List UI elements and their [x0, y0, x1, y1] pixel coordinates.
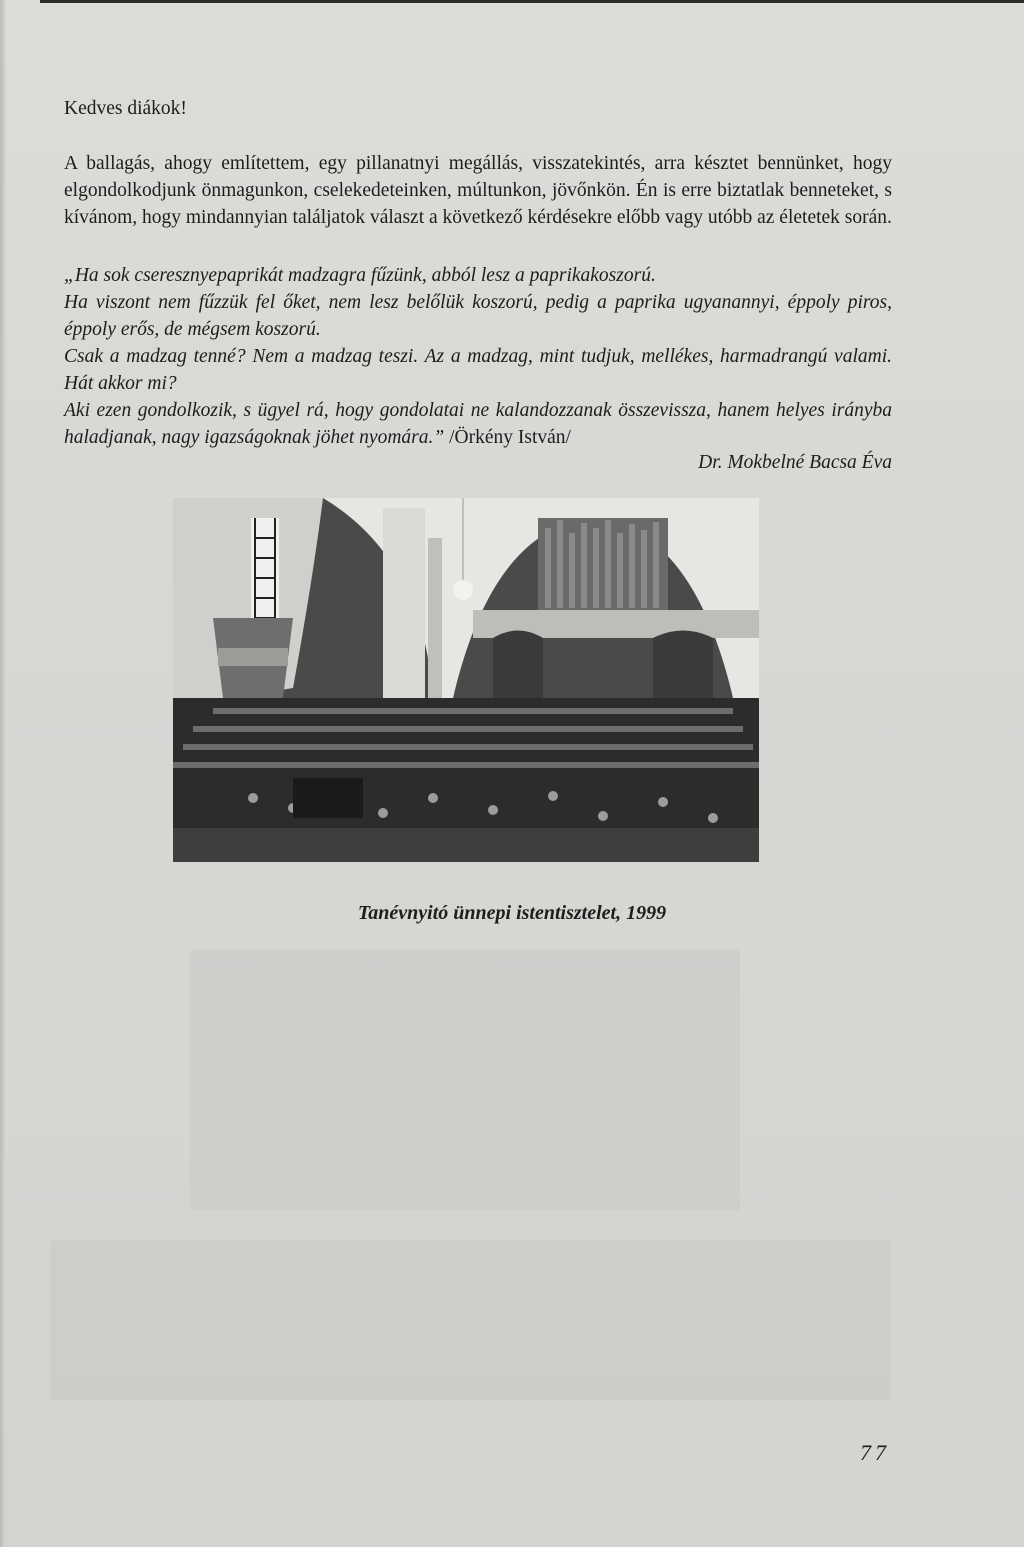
quote-line-1: „Ha sok cseresznyepaprikát madzagra fűzünk, abból lesz a paprikakoszorú.	[64, 265, 656, 286]
bleed-through-block	[190, 950, 740, 1210]
quote-line-3: Csak a madzag tenné? Nem a madzag teszi. Az a madzag, mint tudjuk, mellékes, harmadrangú valami. Hát akkor mi?	[64, 346, 892, 394]
greeting: Kedves diákok!	[64, 98, 187, 119]
quote-line-2: Ha viszont nem fűzzük fel őket, nem lesz belőlük koszorú, pedig a paprika ugyanannyi, éppoly piros, éppoly erős, de mégsem koszorú.	[64, 292, 892, 340]
bleed-through-block	[50, 1240, 890, 1400]
quote-attribution: /Örkény István/	[449, 427, 571, 448]
photo-caption: Tanévnyitó ünnepi istentisztelet, 1999	[357, 902, 667, 924]
page-number: 77	[860, 1440, 890, 1465]
quote-line-4: Aki ezen gondolkozik, s ügyel rá, hogy gondolatai ne kalandozzanak összevissza, hanem helyes irányba haladjanak, nagy igazságoknak jöhet nyomára.”	[64, 400, 892, 448]
church-photo-illustration	[173, 498, 759, 862]
intro-paragraph: A ballagás, ahogy említettem, egy pillanatnyi megállás, visszatekintés, arra késztet bennünket, hogy elgondolkodjunk önmagunkon, cselekedeteinken, múltunkon, jövőnkön. Én is erre biztatlak benneteket, s kívánom, hogy mindannyian találjatok választ a következő kérdésekre előbb vagy utóbb az életetek során.	[64, 153, 892, 228]
scan-left-edge	[0, 0, 6, 1547]
church-interior-photo	[173, 498, 759, 862]
quote-line-4-wrapper	[64, 397, 892, 451]
scan-top-edge	[40, 0, 1024, 3]
signature: Dr. Mokbelné Bacsa Éva	[698, 452, 892, 473]
